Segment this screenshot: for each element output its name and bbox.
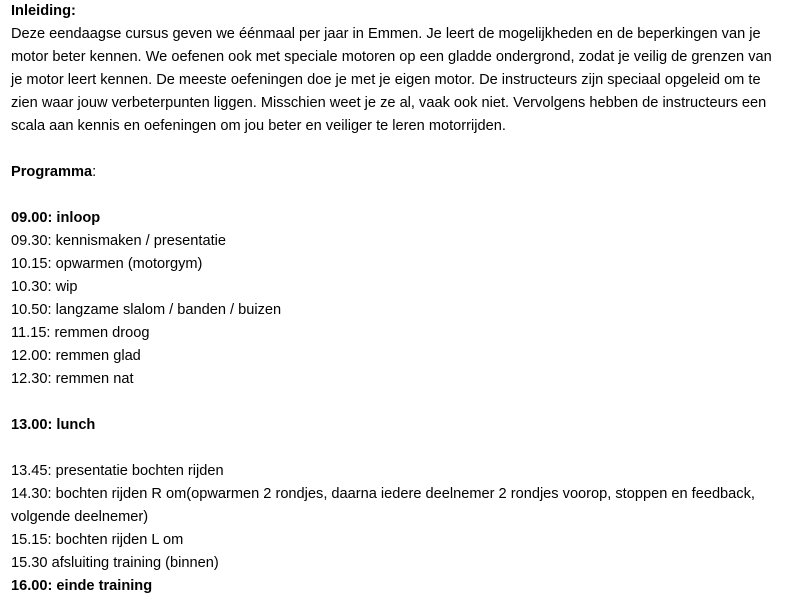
schedule-item: 10.30: wip	[11, 279, 78, 295]
spacer	[11, 437, 795, 460]
schedule-item: 15.30 afsluiting training (binnen)	[11, 555, 219, 571]
schedule-item: 11.15: remmen droog	[11, 325, 150, 341]
schedule-item: 10.50: langzame slalom / banden / buizen	[11, 302, 282, 318]
program-heading	[11, 161, 795, 184]
intro-line: je motor leert kennen. De meeste oefeningen doe je met je eigen motor. De instructeurs zijn speciaal opgeleid om te	[11, 72, 761, 88]
intro-line: motor beter kennen. We oefenen ook met speciale motoren op een gladde ondergrond, zodat je veilig de grenzen van	[11, 49, 772, 65]
intro-line: zien waar jouw verbeterpunten liggen. Misschien weet je ze al, vaak ook niet. Vervolgens hebben de instructeurs een	[11, 95, 767, 111]
program-heading-colon: :	[92, 164, 97, 180]
schedule-item: 12.00: remmen glad	[11, 348, 141, 364]
spacer	[11, 184, 795, 207]
intro-line: Deze eendaagse cursus geven we éénmaal per jaar in Emmen. Je leert de mogelijkheden en de beperkingen van je	[11, 26, 761, 42]
schedule-item: 09.30: kennismaken / presentatie	[11, 233, 226, 249]
spacer	[11, 391, 795, 414]
schedule-item: 16.00: einde training	[11, 578, 153, 594]
schedule-item: volgende deelnemer)	[11, 509, 149, 525]
program-heading-label: Programma	[11, 164, 93, 180]
schedule-item: 13.45: presentatie bochten rijden	[11, 463, 224, 479]
schedule-item: 15.15: bochten rijden L om	[11, 532, 184, 548]
spacer	[11, 138, 795, 161]
intro-heading: Inleiding:	[11, 3, 76, 19]
schedule-item-lunch: 13.00: lunch	[11, 417, 96, 433]
document-body	[11, 0, 795, 598]
schedule-item: 09.00: inloop	[11, 210, 101, 226]
schedule-item: 14.30: bochten rijden R om(opwarmen 2 rondjes, daarna iedere deelnemer 2 rondjes voorop, stoppen en feedback,	[11, 486, 755, 502]
schedule-item: 10.15: opwarmen (motorgym)	[11, 256, 203, 272]
schedule-item: 12.30: remmen nat	[11, 371, 134, 387]
intro-line: scala aan kennis en oefeningen om jou beter en veiliger te leren motorrijden.	[11, 118, 506, 134]
